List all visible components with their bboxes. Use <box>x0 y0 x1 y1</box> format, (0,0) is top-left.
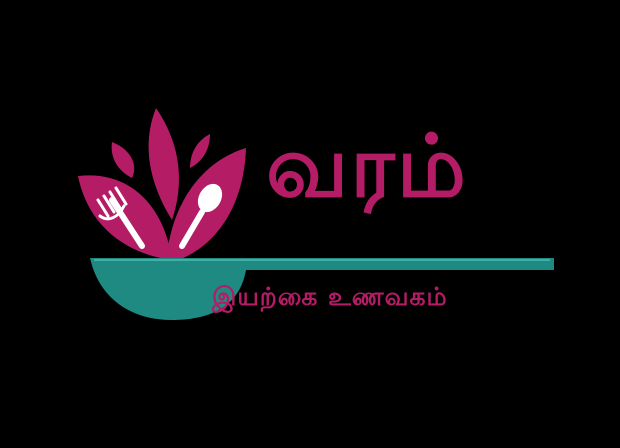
center-leaf-icon <box>149 108 179 220</box>
tagline: இயற்கை உணவகம் <box>212 282 448 311</box>
leaf-emblem <box>74 104 254 274</box>
brand-name: வரம் <box>266 117 468 217</box>
